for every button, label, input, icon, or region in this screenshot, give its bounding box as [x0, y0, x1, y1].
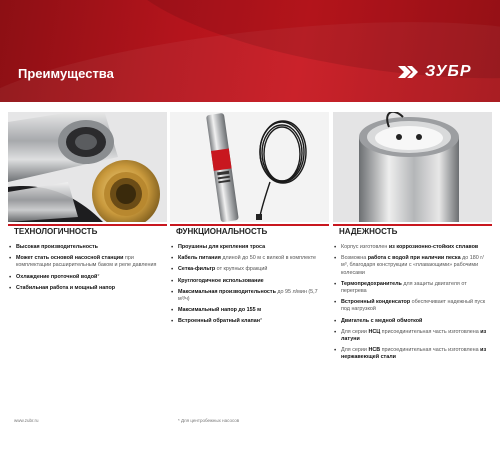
column-heading-reliability: НАДЕЖНОСТЬ	[333, 224, 492, 236]
header-banner	[0, 0, 500, 102]
image-reliability	[333, 112, 492, 222]
list-item: • Встроенный конденсатор обеспечивает надежный пуск под нагрузкой	[333, 299, 489, 313]
list-item: • Корпус изготовлен из коррозионно-стойких сплавов	[333, 244, 489, 251]
image-technology	[8, 112, 167, 222]
brand-name: ЗУБР	[425, 63, 472, 80]
website-url[interactable]: www.zubr.ru	[14, 418, 39, 423]
brand-logo	[398, 62, 472, 82]
footnote: * Для центробежных насосов	[178, 418, 240, 423]
column-heading-functionality: ФУНКЦИОНАЛЬНОСТЬ	[170, 224, 329, 236]
image-functionality	[170, 112, 329, 222]
list-item: • Высокая производительность	[8, 244, 164, 251]
technology-list	[8, 244, 164, 296]
list-item: • Двигатель с медной обмоткой	[333, 318, 489, 325]
list-item: • Кабель питания длиной до 50 м с вилкой в комплекте	[170, 255, 326, 262]
functionality-list	[170, 244, 326, 330]
list-item: • Стабильная работа и мощный напор	[8, 285, 164, 292]
list-item: • Для серии НСЦ присоединительная часть изготовлена из латуни	[333, 329, 489, 343]
list-item: • Термопредохранитель для защиты двигателя от перегрева	[333, 281, 489, 295]
column-heading-technology: ТЕХНОЛОГИЧНОСТЬ	[8, 224, 167, 236]
list-item: • Максимальная производительность до 95 л/мин (5,7 м³/ч)	[170, 289, 326, 303]
list-item: • Встроенный обратный клапан*	[170, 318, 326, 325]
list-item: • Круглогодичное использование	[170, 278, 326, 285]
list-item: • Проушины для крепления троса	[170, 244, 326, 251]
page-title: Преимущества	[18, 66, 114, 81]
brand-chevrons-icon	[398, 64, 420, 80]
list-item: • Сетка-фильтр от крупных фракций	[170, 266, 326, 273]
list-item: • Для серии НСВ присоединительная часть изготовлена из нержавеющей стали	[333, 347, 489, 361]
list-item: • Максимальный напор до 155 м	[170, 307, 326, 314]
list-item: • Охлаждение проточной водой*	[8, 274, 164, 281]
list-item: • Возможна работа с водой при наличии песка до 180 г/м³, благодаря конструкции с «плавающими» рабочими колесами	[333, 255, 489, 277]
reliability-list	[333, 244, 489, 366]
list-item: • Может стать основой насосной станции при комплектации расширительным баком и реле давления	[8, 255, 164, 269]
